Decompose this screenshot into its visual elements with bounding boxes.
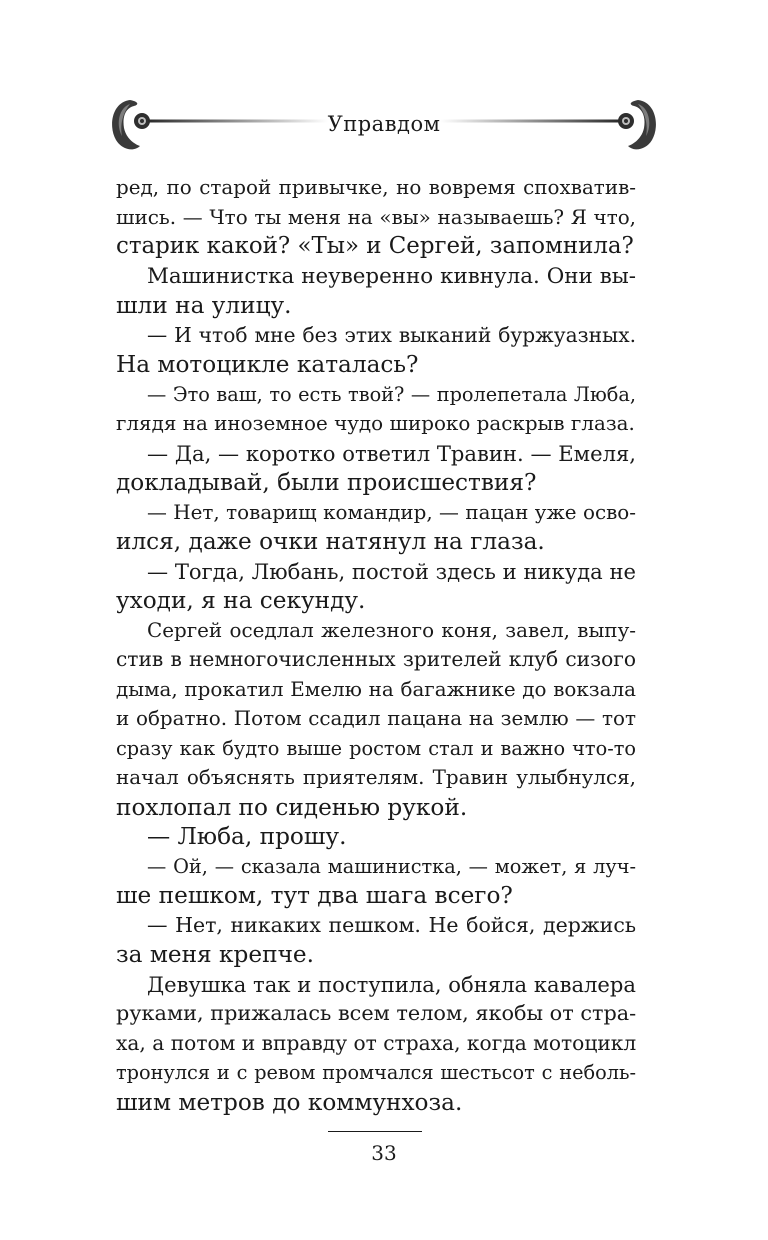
text-line: — Люба, прошу.: [147, 823, 347, 850]
text-line: руками, прижалась всем телом, якобы от стра-: [116, 1001, 637, 1025]
text-line: сразу как будто выше ростом стал и важно что-то: [116, 736, 636, 760]
text-line: Девушка так и поступила, обняла кавалера: [147, 971, 636, 997]
text-line: и обратно. Потом ссадил пацана на землю — тот: [116, 707, 636, 730]
footer-rule: [328, 1131, 422, 1132]
text-line: ред, по старой привычке, но вовремя спохватив-: [116, 176, 636, 199]
text-line: шись. — Что ты меня на «вы» называешь? Я что,: [116, 205, 636, 229]
text-line: На мотоцикле каталась?: [116, 351, 419, 378]
text-line: похлопал по сиденью рукой.: [116, 793, 468, 821]
text-line: ше пешком, тут два шага всего?: [116, 882, 513, 909]
text-line: за меня крепче.: [116, 941, 314, 968]
text-line: шим метров до коммунхоза.: [116, 1088, 463, 1116]
text-line: начал объяснять приятелям. Травин улыбнулся,: [116, 766, 636, 789]
text-line: — И чтоб мне без этих выканий буржуазных.: [147, 322, 636, 347]
text-line: шли на улицу.: [116, 292, 292, 319]
text-line: глядя на иноземное чудо широко раскрыв глаза.: [116, 412, 635, 435]
text-line: — Тогда, Любань, постой здесь и никуда не: [147, 558, 636, 584]
body-text: [116, 173, 636, 1117]
text-line: Сергей оседлал железного коня, завел, выпу-: [147, 618, 636, 642]
text-line: стив в немногочисленных зрителей клуб сизого: [116, 647, 636, 671]
text-line: Машинистка неуверенно кивнула. Они вы-: [147, 263, 636, 289]
page-header: [0, 92, 768, 162]
running-title: Управдом: [327, 112, 441, 136]
text-line: старик какой? «Ты» и Сергей, запомнила?: [116, 233, 634, 259]
text-line: уходи, я на секунду.: [116, 587, 366, 614]
text-line: — Нет, никаких пешком. Не бойся, держись: [147, 912, 636, 937]
text-line: дыма, прокатил Емелю на багажнике до вокзала: [116, 677, 636, 701]
text-line: — Нет, товарищ командир, — пацан уже осво-: [147, 500, 636, 524]
text-line: тронулся и с ревом промчался шестьсот с неболь-: [116, 1061, 636, 1084]
text-line: — Да, — коротко ответил Травин. — Емеля,: [147, 440, 636, 466]
text-line: ился, даже очки натянул на глаза.: [116, 528, 545, 555]
right-header-ornament-icon: [428, 92, 668, 162]
page-number: 33: [371, 1141, 397, 1165]
text-line: ха, а потом и вправду от страха, когда мотоцикл: [116, 1030, 637, 1055]
text-line: — Это ваш, то есть твой? — пролепетала Люба,: [147, 382, 636, 406]
text-line: — Ой, — сказала машинистка, — может, я луч-: [147, 854, 636, 878]
text-line: докладывай, были происшествия?: [116, 469, 537, 496]
